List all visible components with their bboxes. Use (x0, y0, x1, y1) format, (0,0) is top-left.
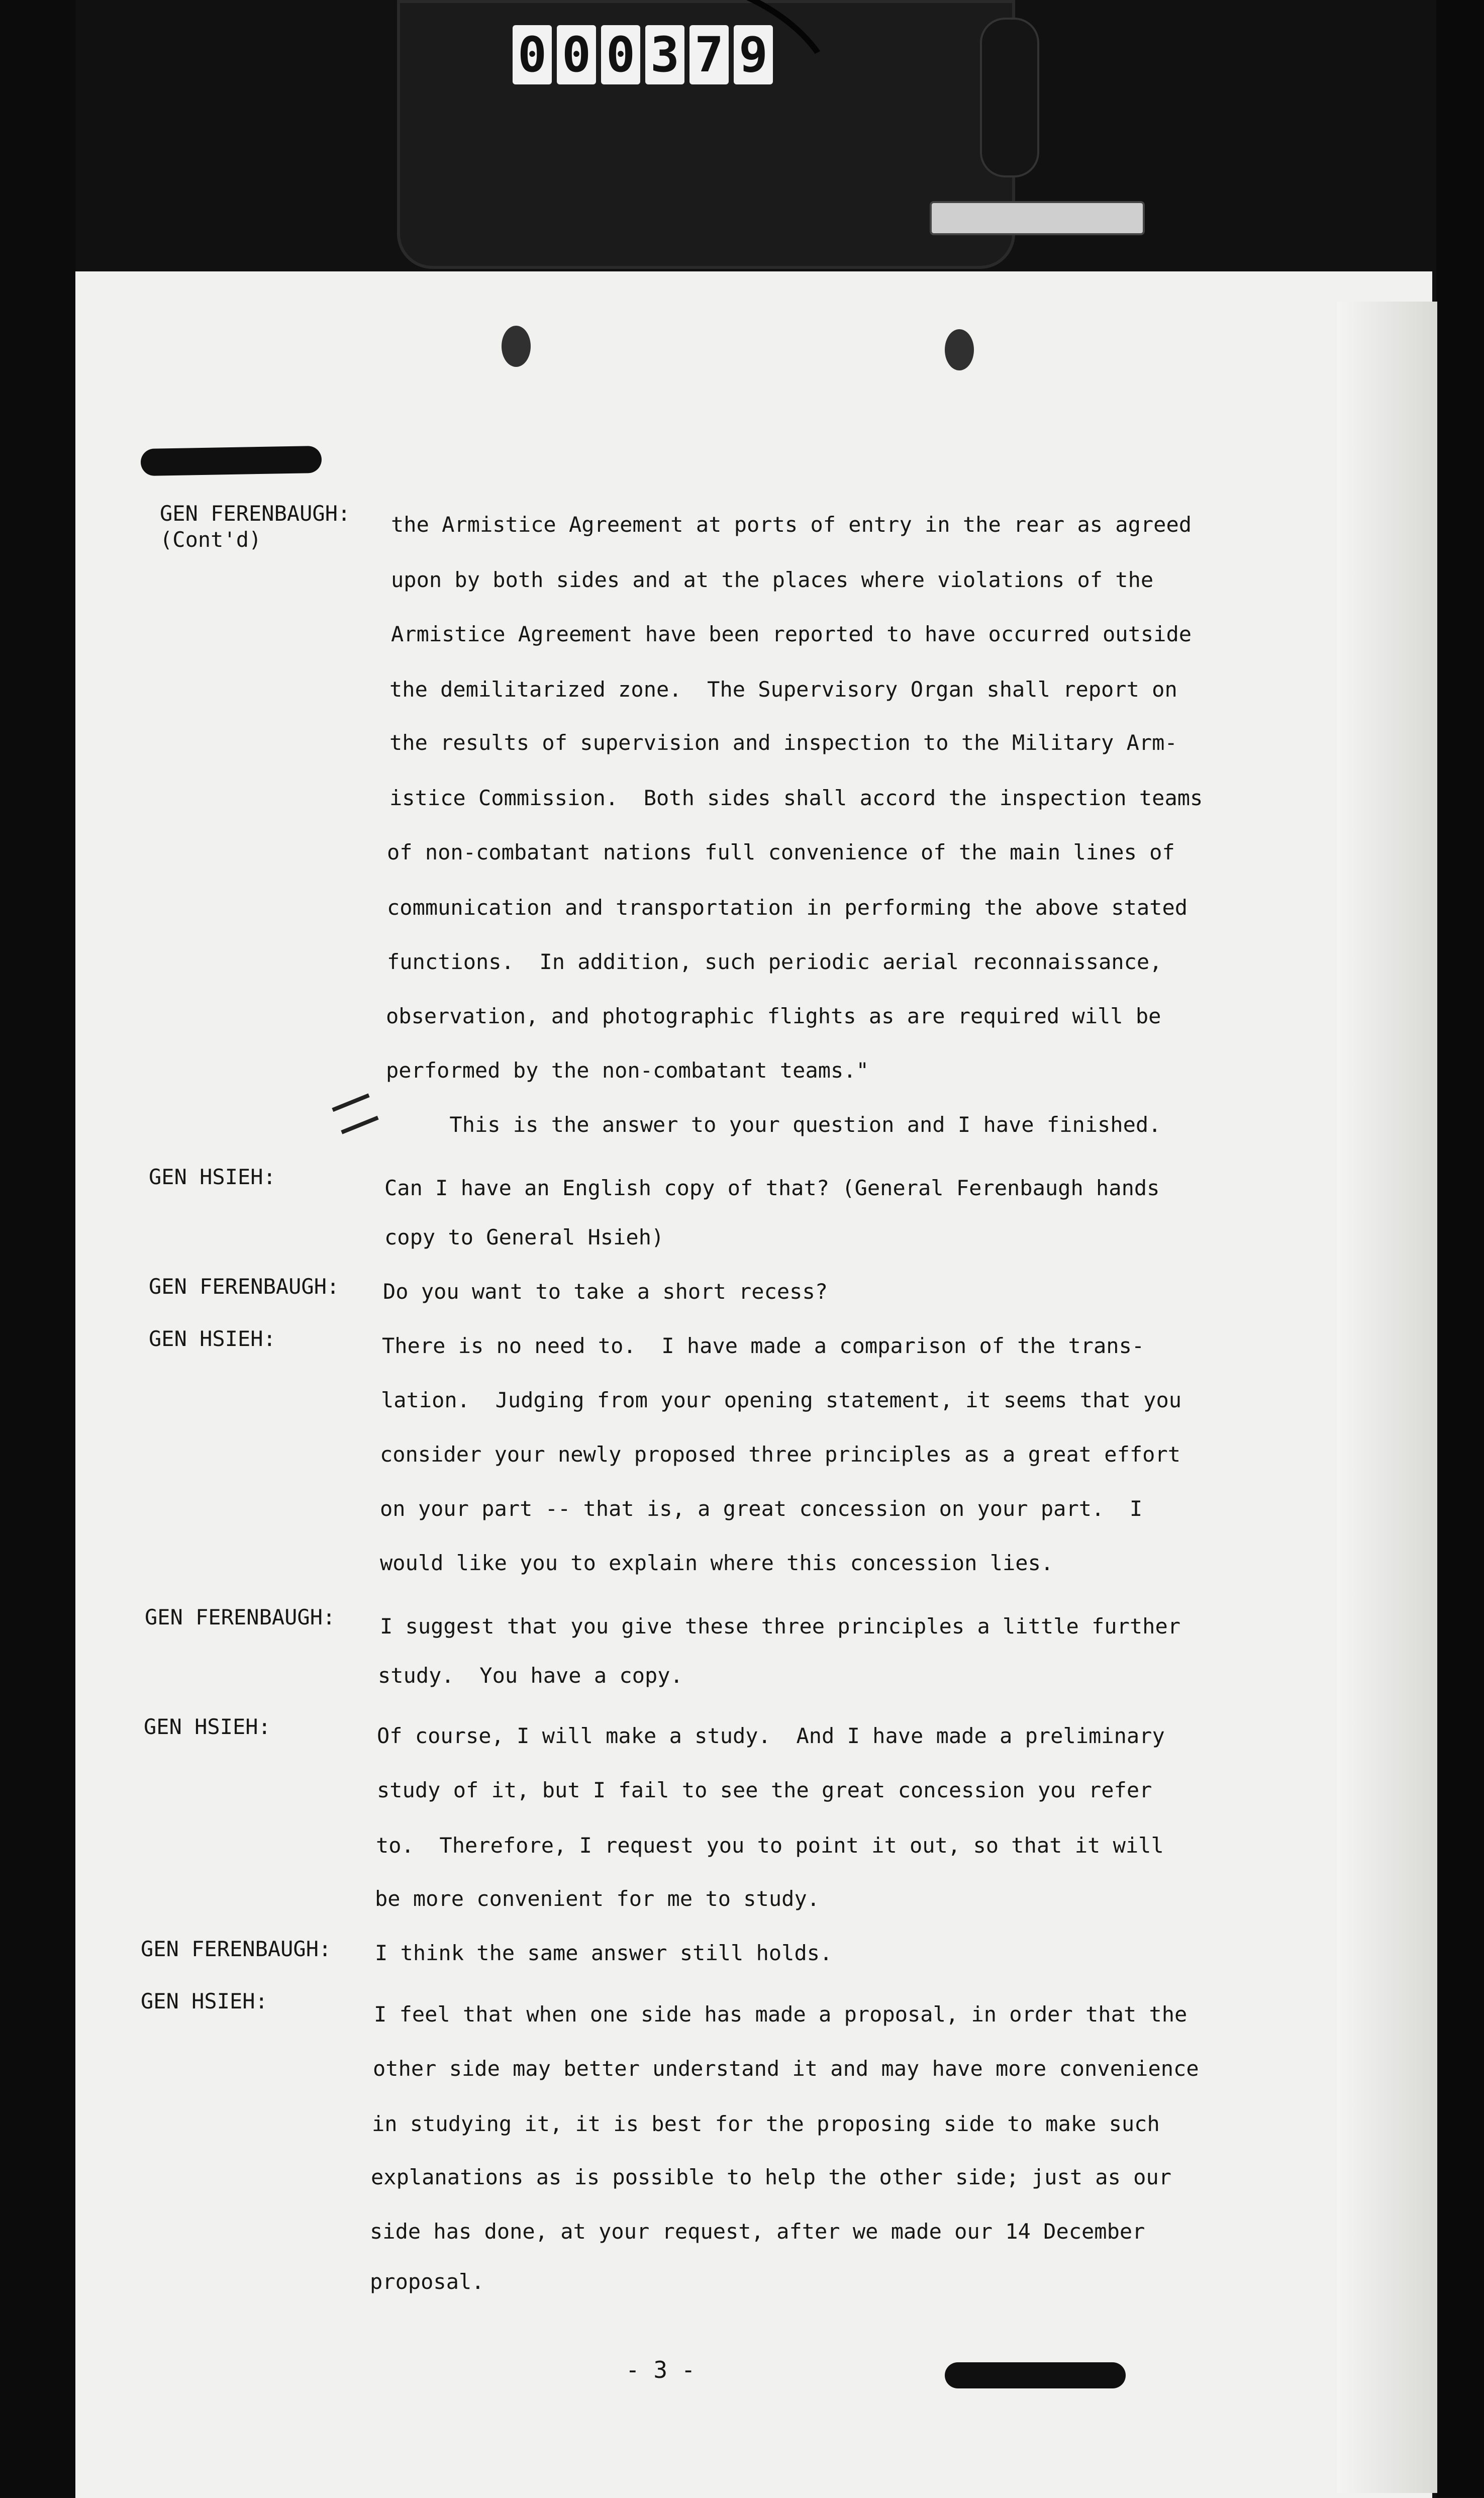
speaker-label: GEN FERENBAUGH: (141, 1937, 332, 1961)
transcript-line: communication and transportation in performing the above stated (387, 895, 1188, 920)
transcript-line: I think the same answer still holds. (375, 1941, 833, 1965)
transcript-line: on your part -- that is, a great concession on your part. I (380, 1496, 1143, 1521)
punch-hole (945, 329, 974, 370)
redaction-mark (141, 446, 322, 476)
film-border-left (0, 0, 75, 2497)
speaker-label: GEN HSIEH: (141, 1989, 268, 2013)
speaker-continued-label: (Cont'd) (160, 527, 262, 552)
transcript-line: be more convenient for me to study. (375, 1886, 820, 1911)
transcript-line: functions. In addition, such periodic aerial reconnaissance, (387, 949, 1162, 974)
transcript-line: This is the answer to your question and I have finished. (386, 1112, 1161, 1137)
transcript-line: in studying it, it is best for the proposing side to make such (372, 2111, 1160, 2136)
transcript-line: observation, and photographic flights as are required will be (386, 1004, 1161, 1028)
counter-digit: 9 (734, 25, 773, 84)
transcript-line: istice Commission. Both sides shall accord the inspection teams (389, 786, 1203, 810)
transcript-line: the demilitarized zone. The Supervisory Organ shall report on (389, 677, 1177, 702)
transcript-line: study. You have a copy. (378, 1663, 683, 1688)
speaker-label: GEN FERENBAUGH: (160, 501, 351, 526)
film-border-right (1436, 0, 1484, 2497)
transcript-line: side has done, at your request, after we made our 14 December (370, 2219, 1145, 2244)
transcript-line: the results of supervision and inspection to the Military Arm- (389, 730, 1177, 755)
transcript-line: copy to General Hsieh) (384, 1225, 664, 1250)
speaker-label: GEN FERENBAUGH: (149, 1274, 340, 1299)
speaker-label: GEN HSIEH: (144, 1714, 271, 1739)
counter-plate (930, 201, 1145, 235)
speaker-label: GEN HSIEH: (149, 1165, 276, 1189)
frame-counter (513, 25, 773, 85)
transcript-line: I suggest that you give these three principles a little further (380, 1614, 1181, 1639)
transcript-line: consider your newly proposed three principles as a great effort (380, 1442, 1181, 1467)
transcript-line: of non-combatant nations full convenience of the main lines of (387, 840, 1175, 864)
transcript-line: Armistice Agreement have been reported to have occurred outside (391, 622, 1192, 646)
transcript-line: proposal. (370, 2269, 484, 2294)
counter-knob (980, 18, 1039, 177)
transcript-line: Of course, I will make a study. And I have made a preliminary (377, 1723, 1165, 1748)
counter-digit: 0 (557, 25, 596, 84)
counter-digit: 0 (601, 25, 640, 84)
transcript-line: Can I have an English copy of that? (General Ferenbaugh hands (384, 1176, 1160, 1200)
transcript-line: would like you to explain where this concession lies. (380, 1551, 1054, 1575)
counter-digit: 7 (689, 25, 729, 84)
counter-digit: 0 (513, 25, 552, 84)
speaker-label: GEN HSIEH: (149, 1326, 276, 1351)
transcript-line: I feel that when one side has made a proposal, in order that the (374, 2002, 1188, 2027)
transcript-line: study of it, but I fail to see the great concession you refer (377, 1778, 1152, 1802)
transcript-line: There is no need to. I have made a comparison of the trans- (382, 1333, 1145, 1358)
speaker-label: GEN FERENBAUGH: (145, 1605, 336, 1629)
transcript-line: upon by both sides and at the places where violations of the (391, 567, 1154, 592)
transcript-line: other side may better understand it and may have more convenience (373, 2056, 1199, 2081)
redaction-mark (945, 2362, 1126, 2388)
transcript-line: to. Therefore, I request you to point it out, so that it will (376, 1833, 1164, 1858)
transcript-line: performed by the non-combatant teams." (386, 1058, 869, 1083)
transcript-line: the Armistice Agreement at ports of entry in the rear as agreed (391, 512, 1192, 537)
counter-digit: 3 (645, 25, 684, 84)
punch-hole (502, 326, 531, 367)
transcript-line: Do you want to take a short recess? (383, 1279, 828, 1304)
paper-stack-edge (1337, 302, 1437, 2493)
transcript-line: explanations as is possible to help the other side; just as our (371, 2165, 1172, 2189)
page-number: - 3 - (626, 2356, 696, 2383)
transcript-line: lation. Judging from your opening statement, it seems that you (381, 1388, 1182, 1412)
